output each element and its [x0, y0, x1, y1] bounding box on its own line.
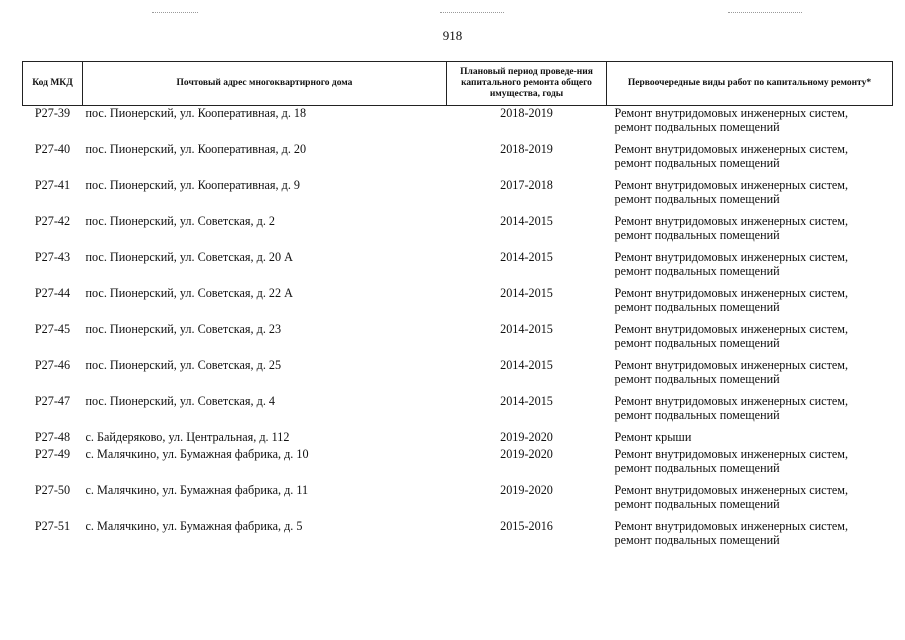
works-line: Ремонт внутридомовых инженерных систем, [614, 250, 849, 264]
cell-code: Р27-51 [34, 519, 71, 533]
cell-address: с. Малячкино, ул. Бумажная фабрика, д. 10 [85, 447, 309, 461]
works-line: Ремонт внутридомовых инженерных систем, [614, 286, 849, 300]
table-body [23, 106, 893, 556]
header-period: Плановый период проведе-ния капитального ремонта общего имущества, годы [447, 62, 607, 106]
works-line: Ремонт внутридомовых инженерных систем, [614, 322, 849, 336]
table-row [23, 322, 893, 358]
table-row [23, 394, 893, 430]
cell-code: Р27-46 [34, 358, 71, 372]
cell-period: 2019-2020 [500, 430, 553, 444]
cell-address: пос. Пионерский, ул. Советская, д. 4 [85, 394, 276, 408]
works-line: ремонт подвальных помещений [614, 228, 780, 242]
cell-code: Р27-41 [34, 178, 71, 192]
table-row [23, 106, 893, 143]
cell-address: пос. Пионерский, ул. Кооперативная, д. 20 [85, 142, 307, 156]
table-header [23, 62, 893, 106]
cell-address: с. Малячкино, ул. Бумажная фабрика, д. 11 [85, 483, 309, 497]
cell-period: 2014-2015 [500, 286, 553, 300]
works-line: Ремонт внутридомовых инженерных систем, [614, 178, 849, 192]
works-line: Ремонт внутридомовых инженерных систем, [614, 142, 849, 156]
cell-works [607, 322, 893, 358]
cell-code: Р27-47 [34, 394, 71, 408]
table-row [23, 483, 893, 519]
cell-address: пос. Пионерский, ул. Советская, д. 20 А [85, 250, 293, 264]
cell-address: пос. Пионерский, ул. Советская, д. 25 [85, 358, 282, 372]
cell-works [607, 519, 893, 555]
works-line: Ремонт внутридомовых инженерных систем, [614, 447, 849, 461]
scan-artifact-marks [0, 12, 905, 16]
works-line: ремонт подвальных помещений [614, 264, 780, 278]
table-row [23, 447, 893, 483]
works-line: ремонт подвальных помещений [614, 120, 780, 134]
cell-period: 2019-2020 [500, 483, 553, 497]
cell-code: Р27-39 [34, 106, 71, 120]
works-line: ремонт подвальных помещений [614, 533, 780, 547]
cell-works [607, 447, 893, 483]
works-line: ремонт подвальных помещений [614, 300, 780, 314]
table-row [23, 214, 893, 250]
cell-works [607, 286, 893, 322]
page-number: 918 [442, 28, 463, 43]
works-line: ремонт подвальных помещений [614, 497, 780, 511]
cell-address: с. Малячкино, ул. Бумажная фабрика, д. 5 [85, 519, 303, 533]
cell-code: Р27-49 [34, 447, 71, 461]
works-line: Ремонт крыши [614, 430, 692, 444]
cell-address: с. Байдеряково, ул. Центральная, д. 112 [85, 430, 290, 444]
cell-period: 2018-2019 [500, 106, 553, 120]
works-line: ремонт подвальных помещений [614, 461, 780, 475]
cell-period: 2014-2015 [500, 250, 553, 264]
works-line: Ремонт внутридомовых инженерных систем, [614, 214, 849, 228]
table-row [23, 358, 893, 394]
cell-period: 2018-2019 [500, 142, 553, 156]
table-row [23, 286, 893, 322]
cell-address: пос. Пионерский, ул. Советская, д. 22 А [85, 286, 293, 300]
cell-code: Р27-40 [34, 142, 71, 156]
works-line: Ремонт внутридомовых инженерных систем, [614, 358, 849, 372]
cell-works [607, 178, 893, 214]
cell-code: Р27-44 [34, 286, 71, 300]
cell-period: 2014-2015 [500, 322, 553, 336]
table-header-row [23, 62, 893, 106]
cell-address: пос. Пионерский, ул. Советская, д. 2 [85, 214, 276, 228]
cell-works [607, 358, 893, 394]
header-address: Почтовый адрес многоквартирного дома [83, 62, 447, 106]
cell-period: 2017-2018 [500, 178, 553, 192]
cell-works [607, 483, 893, 519]
works-line: Ремонт внутридомовых инженерных систем, [614, 483, 849, 497]
cell-works [607, 214, 893, 250]
header-code: Код МКД [23, 62, 83, 106]
cell-works [607, 106, 893, 143]
cell-code: Р27-50 [34, 483, 71, 497]
works-line: ремонт подвальных помещений [614, 192, 780, 206]
cell-code: Р27-45 [34, 322, 71, 336]
cell-period: 2014-2015 [500, 214, 553, 228]
table-row [23, 178, 893, 214]
cell-works [607, 430, 893, 447]
works-line: ремонт подвальных помещений [614, 336, 780, 350]
cell-works [607, 394, 893, 430]
cell-period: 2015-2016 [500, 519, 553, 533]
cell-code: Р27-43 [34, 250, 71, 264]
table-row [23, 250, 893, 286]
cell-address: пос. Пионерский, ул. Кооперативная, д. 18 [85, 106, 307, 120]
cell-address: пос. Пионерский, ул. Кооперативная, д. 9 [85, 178, 301, 192]
table-row [23, 142, 893, 178]
works-line: ремонт подвальных помещений [614, 156, 780, 170]
cell-address: пос. Пионерский, ул. Советская, д. 23 [85, 322, 282, 336]
works-line: ремонт подвальных помещений [614, 372, 780, 386]
table-row [23, 519, 893, 555]
works-line: Ремонт внутридомовых инженерных систем, [614, 106, 849, 120]
cell-code: Р27-48 [34, 430, 71, 444]
header-works: Первоочередные виды работ по капитальному ремонту* [607, 62, 893, 106]
cell-period: 2019-2020 [500, 447, 553, 461]
works-line: ремонт подвальных помещений [614, 408, 780, 422]
cell-works [607, 142, 893, 178]
repair-schedule-table [22, 61, 893, 555]
cell-code: Р27-42 [34, 214, 71, 228]
works-line: Ремонт внутридомовых инженерных систем, [614, 519, 849, 533]
cell-works [607, 250, 893, 286]
cell-period: 2014-2015 [500, 358, 553, 372]
table-row [23, 430, 893, 447]
cell-period: 2014-2015 [500, 394, 553, 408]
works-line: Ремонт внутридомовых инженерных систем, [614, 394, 849, 408]
